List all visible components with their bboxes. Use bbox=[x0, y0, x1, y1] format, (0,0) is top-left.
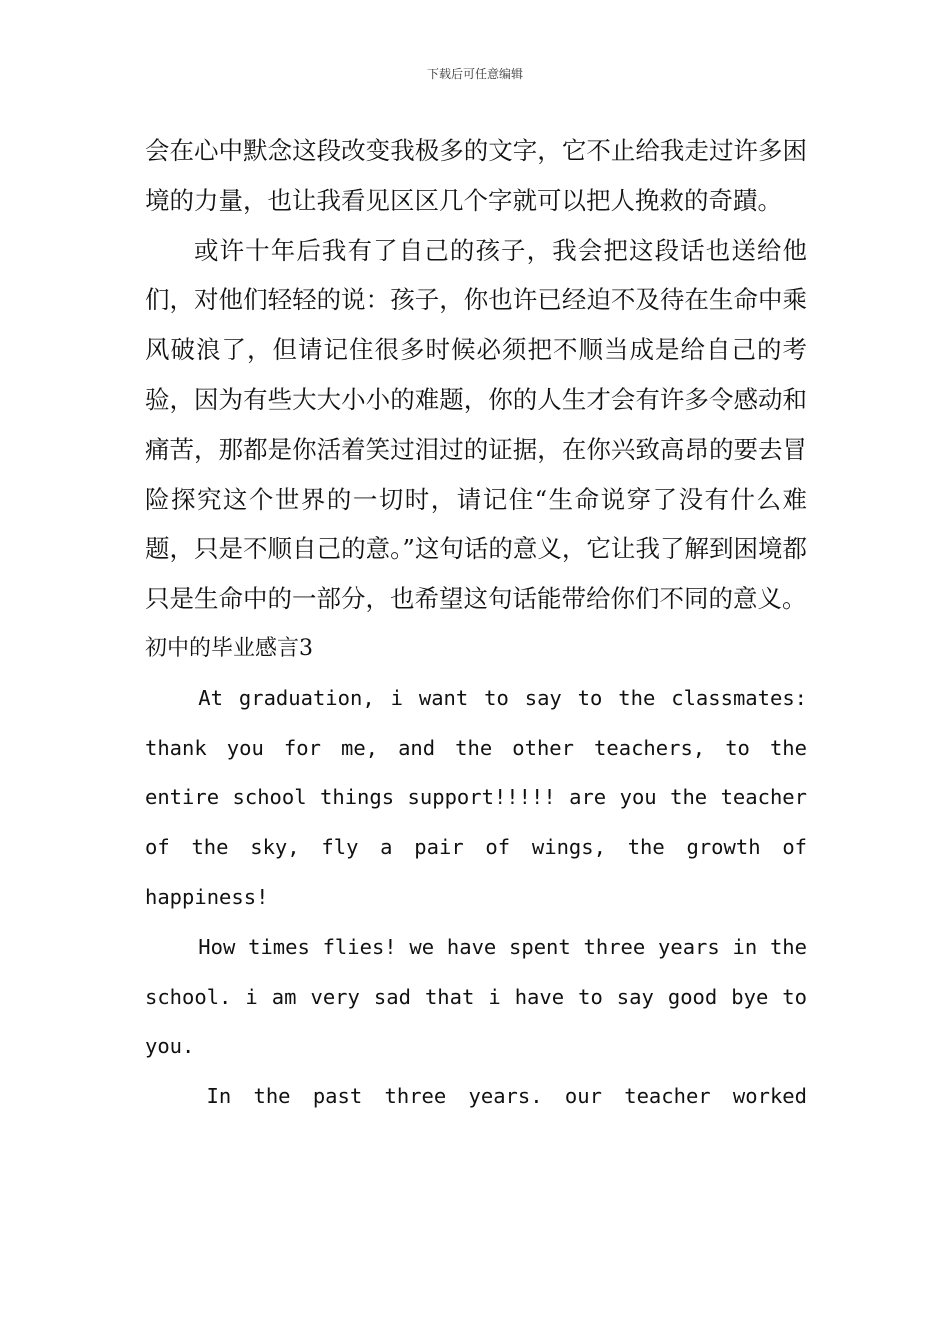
paragraph-2: 或许十年后我有了自己的孩子，我会把这段话也送给他们，对他们轻轻的说：孩子，你也许已经迫不及待在生命中乘风破浪了，但请记住很多时候必须把不顺当成是给自己的考验，因为有些大大小小的难题，你的人生才会有许多令感动和痛苦，那都是你活着笑过泪过的证据，在你兴致高昂的要去冒险探究这个世界的一切时，请记住“生命说穿了没有什么难题，只是不顺自己的意。”这句话的意义，它让我了解到困境都只是生命中的一部分，也希望这句话能带给你们不同的意义。 bbox=[145, 235, 807, 614]
english-paragraph-2: How times flies! we have spent three years in the school. i am very sad that i have to say good bye to you. bbox=[145, 934, 807, 1059]
page-header: 下载后可任意编辑 bbox=[426, 67, 523, 81]
paragraph-1: 会在心中默念这段改变我极多的文字，它不止给我走过许多困境的力量，也让我看见区区几个字就可以把人挽救的奇蹟。 bbox=[145, 136, 807, 215]
section-heading: 初中的毕业感言3 bbox=[145, 635, 313, 661]
english-paragraph-1: At graduation, i want to say to the classmates: thank you for me, and the other teachers, to the entire school things support!!!!! are you the teacher of the sky, fly a pair of wings, the growth of happiness! bbox=[145, 685, 807, 909]
document-body bbox=[145, 126, 807, 1122]
english-paragraph-3: In the past three years. our teacher worked bbox=[206, 1084, 807, 1109]
